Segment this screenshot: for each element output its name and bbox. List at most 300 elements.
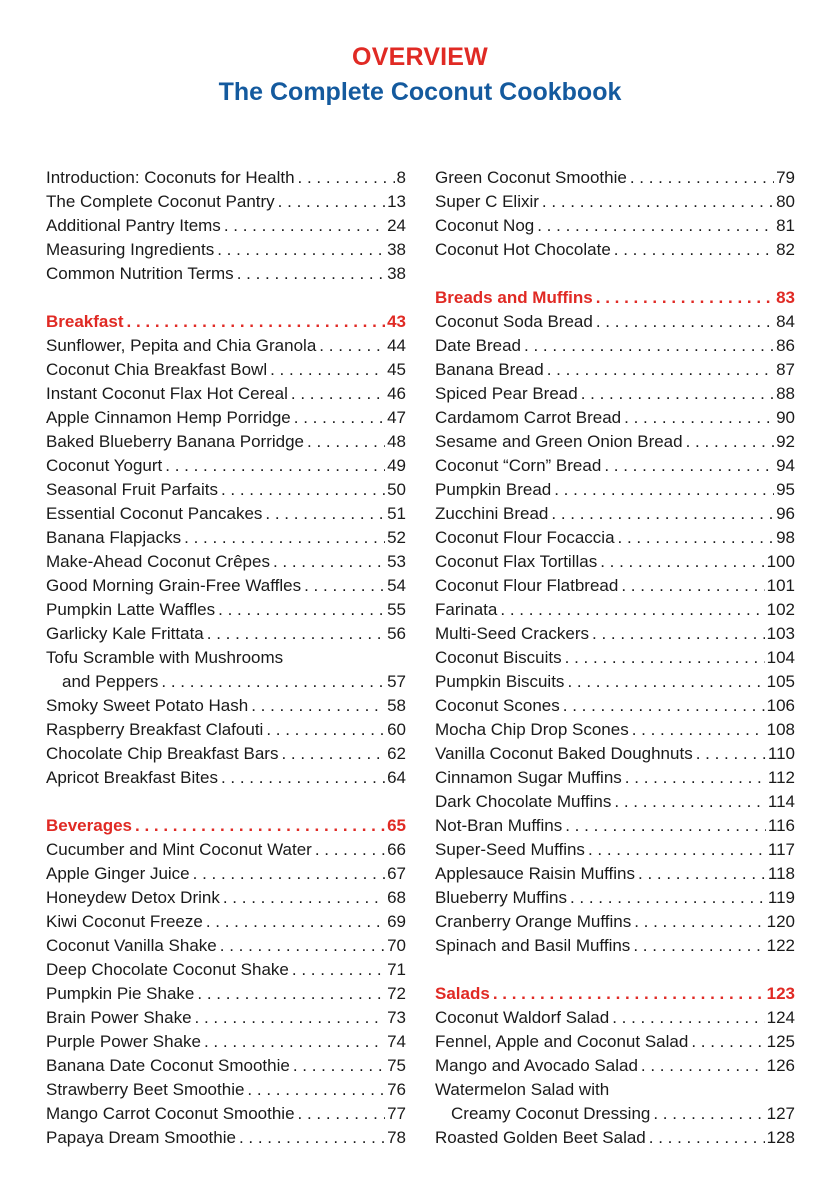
toc-entry-coconut-flour-flatbread xyxy=(435,574,795,598)
toc-entry-title: Cardamom Carrot Bread xyxy=(435,408,622,427)
toc-entry-seasonal-fruit-parfaits xyxy=(46,478,406,502)
toc-entry-coconut-flax-tortillas xyxy=(435,550,795,574)
toc-entry-title: The Complete Coconut Pantry xyxy=(46,192,275,211)
dot-leader xyxy=(278,742,385,766)
toc-entry-garlicky-kale-frittata xyxy=(46,622,406,646)
dot-leader xyxy=(221,214,385,238)
toc-entry-banana-flapjacks xyxy=(46,526,406,550)
toc-entry-title: Raspberry Breakfast Clafouti xyxy=(46,720,264,739)
toc-entry-title: Spiced Pear Bread xyxy=(435,384,578,403)
toc-entry-fennel-apple-and-coconut-salad xyxy=(435,1030,795,1054)
toc-page-number: 47 xyxy=(387,408,406,427)
dot-leader xyxy=(548,502,774,526)
overview-heading: OVERVIEW xyxy=(352,43,488,71)
toc-entry-pumpkin-bread xyxy=(435,478,795,502)
toc-entry-title: Additional Pantry Items xyxy=(46,216,221,235)
toc-page-number: 120 xyxy=(766,912,795,931)
toc-entry-super-seed-muffins xyxy=(435,838,795,862)
section-gap xyxy=(46,790,406,814)
dot-leader xyxy=(124,310,386,334)
toc-entry-sesame-and-green-onion-bread xyxy=(435,430,795,454)
toc-page-number: 46 xyxy=(387,384,406,403)
dot-leader xyxy=(560,694,765,718)
dot-leader xyxy=(295,1102,386,1126)
dot-leader xyxy=(630,934,764,958)
toc-entry-coconut-flour-focaccia xyxy=(435,526,795,550)
toc-entry-title: Garlicky Kale Frittata xyxy=(46,624,204,643)
toc-page-number: 38 xyxy=(387,240,406,259)
dot-leader xyxy=(601,454,774,478)
dot-leader xyxy=(650,1102,764,1126)
dot-leader xyxy=(214,238,385,262)
toc-section-beverages xyxy=(46,814,406,838)
toc-entry-papaya-dream-smoothie xyxy=(46,1126,406,1150)
toc-entry-title: Pumpkin Bread xyxy=(435,480,552,499)
dot-leader xyxy=(646,1126,765,1150)
toc-entry-pumpkin-pie-shake xyxy=(46,982,406,1006)
dot-leader xyxy=(629,718,765,742)
toc-entry-title: Coconut Scones xyxy=(435,696,560,715)
toc-entry-title: Roasted Golden Beet Salad xyxy=(435,1128,646,1147)
dot-leader xyxy=(611,238,774,262)
toc-page-number: 79 xyxy=(776,168,795,187)
dot-leader xyxy=(562,814,766,838)
toc-page-number: 125 xyxy=(766,1032,795,1051)
toc-entry-title: Apricot Breakfast Bites xyxy=(46,768,218,787)
toc-entry-additional-pantry-items xyxy=(46,214,406,238)
dot-leader xyxy=(181,526,385,550)
toc-entry-apple-ginger-juice xyxy=(46,862,406,886)
toc-page-number: 45 xyxy=(387,360,406,379)
toc-entry-title: Beverages xyxy=(46,816,133,835)
toc-entry-cucumber-and-mint-coconut-water xyxy=(46,838,406,862)
toc-entry-title: Honeydew Detox Drink xyxy=(46,888,220,907)
toc-entry-pumpkin-latte-waffles xyxy=(46,598,406,622)
toc-entry-common-nutrition-terms xyxy=(46,262,406,286)
dot-leader xyxy=(218,766,385,790)
dot-leader xyxy=(288,382,385,406)
dot-leader xyxy=(539,190,774,214)
toc-entry-cinnamon-sugar-muffins xyxy=(435,766,795,790)
toc-page-number: 58 xyxy=(387,696,406,715)
toc-page-number: 103 xyxy=(766,624,795,643)
toc-entry-apricot-breakfast-bites xyxy=(46,766,406,790)
toc-entry-title: Multi-Seed Crackers xyxy=(435,624,589,643)
toc-entry-date-bread xyxy=(435,334,795,358)
dot-leader xyxy=(562,646,765,670)
dot-leader xyxy=(217,934,385,958)
toc-entry-title: Chocolate Chip Breakfast Bars xyxy=(46,744,279,763)
toc-entry-strawberry-beet-smoothie xyxy=(46,1078,406,1102)
toc-entry-title: Purple Power Shake xyxy=(46,1032,201,1051)
toc-entry-coconut-waldorf-salad xyxy=(435,1006,795,1030)
toc-page-number: 71 xyxy=(387,960,406,979)
toc-entry-coconut-corn-bread xyxy=(435,454,795,478)
toc-page-number: 95 xyxy=(776,480,795,499)
toc-entry-title: Sunflower, Pepita and Chia Granola xyxy=(46,336,317,355)
toc-page-number: 116 xyxy=(767,816,795,835)
toc-page-number: 82 xyxy=(776,240,795,259)
toc-entry-not-bran-muffins xyxy=(435,814,795,838)
toc-entry-coconut-vanilla-shake xyxy=(46,934,406,958)
toc-page-number: 108 xyxy=(766,720,795,739)
toc-entry-title: Fennel, Apple and Coconut Salad xyxy=(435,1032,689,1051)
toc-entry-measuring-ingredients xyxy=(46,238,406,262)
toc-entry-and-peppers xyxy=(46,670,406,694)
toc-page-number: 80 xyxy=(776,192,795,211)
toc-entry-instant-coconut-flax-hot-cereal xyxy=(46,382,406,406)
dot-leader xyxy=(312,838,385,862)
toc-entry-title: Apple Ginger Juice xyxy=(46,864,190,883)
toc-entry-title: Watermelon Salad with xyxy=(435,1080,610,1099)
dot-leader xyxy=(597,550,764,574)
toc-page-number: 60 xyxy=(387,720,406,739)
dot-leader xyxy=(132,814,385,838)
toc-page-number: 102 xyxy=(766,600,795,619)
toc-entry-applesauce-raisin-muffins xyxy=(435,862,795,886)
dot-leader xyxy=(589,622,765,646)
toc-page-number: 51 xyxy=(387,504,406,523)
dot-leader xyxy=(275,190,385,214)
toc-page-number: 38 xyxy=(387,264,406,283)
toc-entry-title: Coconut Chia Breakfast Bowl xyxy=(46,360,268,379)
toc-page-number: 127 xyxy=(766,1104,795,1123)
dot-leader xyxy=(194,982,385,1006)
dot-leader xyxy=(234,262,385,286)
toc-entry-title: Coconut Flour Flatbread xyxy=(435,576,619,595)
dot-leader xyxy=(215,598,385,622)
toc-entry-title: and Peppers xyxy=(62,672,159,691)
dot-leader xyxy=(497,598,764,622)
dot-leader xyxy=(585,838,766,862)
toc-entry-zucchini-bread xyxy=(435,502,795,526)
toc-page-number: 114 xyxy=(767,792,795,811)
toc-entry-multi-seed-crackers xyxy=(435,622,795,646)
toc-entry-chocolate-chip-breakfast-bars xyxy=(46,742,406,766)
toc-entry-title: Mango Carrot Coconut Smoothie xyxy=(46,1104,295,1123)
toc-entry-mocha-chip-drop-scones xyxy=(435,718,795,742)
toc-entry-spinach-and-basil-muffins xyxy=(435,934,795,958)
toc-entry-title: Sesame and Green Onion Bread xyxy=(435,432,683,451)
toc-entry-kiwi-coconut-freeze xyxy=(46,910,406,934)
toc-page-number: 88 xyxy=(776,384,795,403)
toc-page-number: 62 xyxy=(387,744,406,763)
toc-entry-title: Introduction: Coconuts for Health xyxy=(46,168,295,187)
toc-page-number: 57 xyxy=(387,672,406,691)
dot-leader xyxy=(204,622,385,646)
section-gap xyxy=(46,286,406,310)
toc-page-number: 24 xyxy=(387,216,406,235)
toc-entry-title: Spinach and Basil Muffins xyxy=(435,936,631,955)
dot-leader xyxy=(688,1030,764,1054)
toc-entry-title: Zucchini Bread xyxy=(435,504,549,523)
dot-leader xyxy=(262,502,385,526)
toc-page-number: 86 xyxy=(776,336,795,355)
dot-leader xyxy=(236,1126,385,1150)
toc-entry-title: Coconut “Corn” Bread xyxy=(435,456,602,475)
toc-entry-farinata xyxy=(435,598,795,622)
dot-leader xyxy=(609,1006,764,1030)
dot-leader xyxy=(248,694,385,718)
toc-entry-deep-chocolate-coconut-shake xyxy=(46,958,406,982)
toc-entry-title: Creamy Coconut Dressing xyxy=(451,1104,651,1123)
toc-page-number: 44 xyxy=(387,336,406,355)
toc-entry-title: Banana Flapjacks xyxy=(46,528,182,547)
toc-entry-roasted-golden-beet-salad xyxy=(435,1126,795,1150)
toc-page-number: 68 xyxy=(387,888,406,907)
dot-leader xyxy=(291,406,385,430)
toc-page-number: 87 xyxy=(776,360,795,379)
toc-page-number: 55 xyxy=(387,600,406,619)
dot-leader xyxy=(593,286,774,310)
toc-entry-title: Coconut Flax Tortillas xyxy=(435,552,598,571)
toc-entry-title: Tofu Scramble with Mushrooms xyxy=(46,648,284,667)
dot-leader xyxy=(304,430,385,454)
toc-entry-title: Coconut Yogurt xyxy=(46,456,163,475)
toc-entry-baked-blueberry-banana-porridge xyxy=(46,430,406,454)
dot-leader xyxy=(627,166,774,190)
toc-entry-sunflower-pepita-and-chia-granola xyxy=(46,334,406,358)
toc-entry-title: Brain Power Shake xyxy=(46,1008,192,1027)
dot-leader xyxy=(201,1030,385,1054)
toc-entry-title: Common Nutrition Terms xyxy=(46,264,234,283)
toc-entry-title: Cinnamon Sugar Muffins xyxy=(435,768,622,787)
toc-entry-watermelon-salad-with xyxy=(435,1078,795,1102)
toc-entry-title: Mocha Chip Drop Scones xyxy=(435,720,629,739)
toc-entry-title: Vanilla Coconut Baked Doughnuts xyxy=(435,744,693,763)
dot-leader xyxy=(158,670,385,694)
toc-page-number: 8 xyxy=(396,168,406,187)
toc-entry-banana-date-coconut-smoothie xyxy=(46,1054,406,1078)
dot-leader xyxy=(544,358,774,382)
toc-entry-title: Measuring Ingredients xyxy=(46,240,215,259)
toc-page-number: 67 xyxy=(387,864,406,883)
toc-entry-title: Papaya Dream Smoothie xyxy=(46,1128,236,1147)
toc-entry-title: Seasonal Fruit Parfaits xyxy=(46,480,218,499)
dot-leader xyxy=(621,406,774,430)
toc-entry-title: Breads and Muffins xyxy=(435,288,593,307)
toc-entry-title: Green Coconut Smoothie xyxy=(435,168,627,187)
toc-entry-coconut-yogurt xyxy=(46,454,406,478)
toc-entry-title: Instant Coconut Flax Hot Cereal xyxy=(46,384,288,403)
dot-leader xyxy=(683,430,774,454)
toc-entry-title: Good Morning Grain-Free Waffles xyxy=(46,576,302,595)
dot-leader xyxy=(203,910,385,934)
toc-entry-title: Coconut Nog xyxy=(435,216,535,235)
section-gap xyxy=(435,958,795,982)
toc-entry-coconut-nog xyxy=(435,214,795,238)
toc-page-number: 64 xyxy=(387,768,406,787)
dot-leader xyxy=(551,478,774,502)
toc-entry-title: Strawberry Beet Smoothie xyxy=(46,1080,245,1099)
toc-page-number: 53 xyxy=(387,552,406,571)
toc-entry-good-morning-grain-free-waffles xyxy=(46,574,406,598)
toc-entry-title: Pumpkin Pie Shake xyxy=(46,984,195,1003)
toc-entry-title: Breakfast xyxy=(46,312,124,331)
toc-page-number: 77 xyxy=(387,1104,406,1123)
toc-page-number: 52 xyxy=(387,528,406,547)
dot-leader xyxy=(534,214,774,238)
toc-entry-title: Make-Ahead Coconut Crêpes xyxy=(46,552,270,571)
dot-leader xyxy=(490,982,765,1006)
toc-entry-coconut-scones xyxy=(435,694,795,718)
toc-page-number: 106 xyxy=(766,696,795,715)
toc-entry-title: Pumpkin Biscuits xyxy=(435,672,565,691)
dot-leader xyxy=(244,1078,385,1102)
toc-entry-tofu-scramble-with-mushrooms xyxy=(46,646,406,670)
toc-page-number: 13 xyxy=(387,192,406,211)
toc-entry-coconut-soda-bread xyxy=(435,310,795,334)
toc-entry-title: Cucumber and Mint Coconut Water xyxy=(46,840,312,859)
toc-entry-title: Super-Seed Muffins xyxy=(435,840,585,859)
dot-leader xyxy=(593,310,774,334)
toc-page-number: 73 xyxy=(387,1008,406,1027)
toc-entry-title: Coconut Soda Bread xyxy=(435,312,593,331)
toc-page-number: 74 xyxy=(387,1032,406,1051)
toc-entry-coconut-biscuits xyxy=(435,646,795,670)
toc-page-number: 76 xyxy=(387,1080,406,1099)
toc-entry-vanilla-coconut-baked-doughnuts xyxy=(435,742,795,766)
toc-entry-title: Banana Date Coconut Smoothie xyxy=(46,1056,290,1075)
toc-entry-title: Cranberry Orange Muffins xyxy=(435,912,632,931)
toc-page-number: 124 xyxy=(766,1008,795,1027)
dot-leader xyxy=(622,766,766,790)
page-header xyxy=(0,42,840,108)
toc-page-number: 65 xyxy=(387,816,406,835)
dot-leader xyxy=(290,1054,385,1078)
toc-entry-title: Essential Coconut Pancakes xyxy=(46,504,263,523)
toc-page-number: 104 xyxy=(766,648,795,667)
toc-page-number: 122 xyxy=(766,936,795,955)
toc-entry-essential-coconut-pancakes xyxy=(46,502,406,526)
toc-right-column xyxy=(435,166,795,1150)
toc-entry-introduction-coconuts-for-health xyxy=(46,166,406,190)
toc-entry-title: Smoky Sweet Potato Hash xyxy=(46,696,249,715)
toc-page-number: 112 xyxy=(767,768,795,787)
toc-entry-title: Pumpkin Latte Waffles xyxy=(46,600,216,619)
toc-entry-title: Coconut Hot Chocolate xyxy=(435,240,611,259)
toc-entry-the-complete-coconut-pantry xyxy=(46,190,406,214)
toc-entry-raspberry-breakfast-clafouti xyxy=(46,718,406,742)
toc-page-number: 70 xyxy=(387,936,406,955)
toc-entry-purple-power-shake xyxy=(46,1030,406,1054)
dot-leader xyxy=(635,862,766,886)
toc-entry-banana-bread xyxy=(435,358,795,382)
dot-leader xyxy=(693,742,766,766)
toc-page-number: 50 xyxy=(387,480,406,499)
toc-entry-title: Banana Bread xyxy=(435,360,544,379)
toc-page-number: 69 xyxy=(387,912,406,931)
dot-leader xyxy=(289,958,385,982)
toc-page-number: 49 xyxy=(387,456,406,475)
toc-entry-coconut-hot-chocolate xyxy=(435,238,795,262)
toc-page-number: 43 xyxy=(387,312,406,331)
dot-leader xyxy=(578,382,774,406)
dot-leader xyxy=(263,718,385,742)
dot-leader xyxy=(295,166,395,190)
toc-entry-dark-chocolate-muffins xyxy=(435,790,795,814)
toc-page-number: 101 xyxy=(766,576,795,595)
toc-entry-title: Apple Cinnamon Hemp Porridge xyxy=(46,408,291,427)
toc-page-number: 83 xyxy=(776,288,795,307)
toc-entry-title: Dark Chocolate Muffins xyxy=(435,792,612,811)
toc-page-number: 66 xyxy=(387,840,406,859)
toc-page-number: 48 xyxy=(387,432,406,451)
toc-entry-green-coconut-smoothie xyxy=(435,166,795,190)
toc-page-number: 94 xyxy=(776,456,795,475)
toc-entry-honeydew-detox-drink xyxy=(46,886,406,910)
toc-entry-cranberry-orange-muffins xyxy=(435,910,795,934)
toc-page-number: 118 xyxy=(767,864,795,883)
dot-leader xyxy=(521,334,774,358)
toc-page-number: 56 xyxy=(387,624,406,643)
toc-section-breakfast xyxy=(46,310,406,334)
toc-page-number: 105 xyxy=(766,672,795,691)
book-title: The Complete Coconut Cookbook xyxy=(218,78,622,106)
toc-entry-spiced-pear-bread xyxy=(435,382,795,406)
toc-entry-title: Date Bread xyxy=(435,336,521,355)
toc-page-number: 96 xyxy=(776,504,795,523)
dot-leader xyxy=(190,862,385,886)
toc-entry-title: Salads xyxy=(435,984,490,1003)
dot-leader xyxy=(638,1054,765,1078)
toc-left-column xyxy=(46,166,406,1150)
toc-entry-title: Baked Blueberry Banana Porridge xyxy=(46,432,304,451)
dot-leader xyxy=(615,526,775,550)
toc-section-breads-and-muffins xyxy=(435,286,795,310)
toc-entry-title: Applesauce Raisin Muffins xyxy=(435,864,636,883)
dot-leader xyxy=(267,358,385,382)
dot-leader xyxy=(564,670,764,694)
dot-leader xyxy=(611,790,766,814)
dot-leader xyxy=(301,574,385,598)
toc-page-number: 98 xyxy=(776,528,795,547)
toc-entry-coconut-chia-breakfast-bowl xyxy=(46,358,406,382)
toc-entry-super-c-elixir xyxy=(435,190,795,214)
dot-leader xyxy=(220,886,385,910)
toc-entry-apple-cinnamon-hemp-porridge xyxy=(46,406,406,430)
toc-page-number: 54 xyxy=(387,576,406,595)
toc-entry-title: Deep Chocolate Coconut Shake xyxy=(46,960,289,979)
toc-entry-cardamom-carrot-bread xyxy=(435,406,795,430)
toc-entry-title: Super C Elixir xyxy=(435,192,539,211)
toc-entry-title: Not-Bran Muffins xyxy=(435,816,563,835)
toc-entry-title: Coconut Biscuits xyxy=(435,648,562,667)
toc-page-number: 128 xyxy=(766,1128,795,1147)
dot-leader xyxy=(192,1006,386,1030)
dot-leader xyxy=(218,478,385,502)
toc-section-salads xyxy=(435,982,795,1006)
dot-leader xyxy=(270,550,385,574)
toc-page-number: 117 xyxy=(767,840,795,859)
toc-page-number: 72 xyxy=(387,984,406,1003)
toc-page-number: 119 xyxy=(767,888,795,907)
toc-page-number: 90 xyxy=(776,408,795,427)
toc-entry-make-ahead-coconut-cr-pes xyxy=(46,550,406,574)
toc-page-number: 110 xyxy=(767,744,795,763)
toc-entry-mango-carrot-coconut-smoothie xyxy=(46,1102,406,1126)
toc-entry-pumpkin-biscuits xyxy=(435,670,795,694)
toc-entry-creamy-coconut-dressing xyxy=(435,1102,795,1126)
toc-page-number: 92 xyxy=(776,432,795,451)
dot-leader xyxy=(316,334,385,358)
toc-entry-title: Mango and Avocado Salad xyxy=(435,1056,638,1075)
toc-entry-blueberry-muffins xyxy=(435,886,795,910)
toc-page-number: 81 xyxy=(776,216,795,235)
dot-leader xyxy=(162,454,385,478)
toc-entry-title: Coconut Flour Focaccia xyxy=(435,528,615,547)
toc-entry-smoky-sweet-potato-hash xyxy=(46,694,406,718)
